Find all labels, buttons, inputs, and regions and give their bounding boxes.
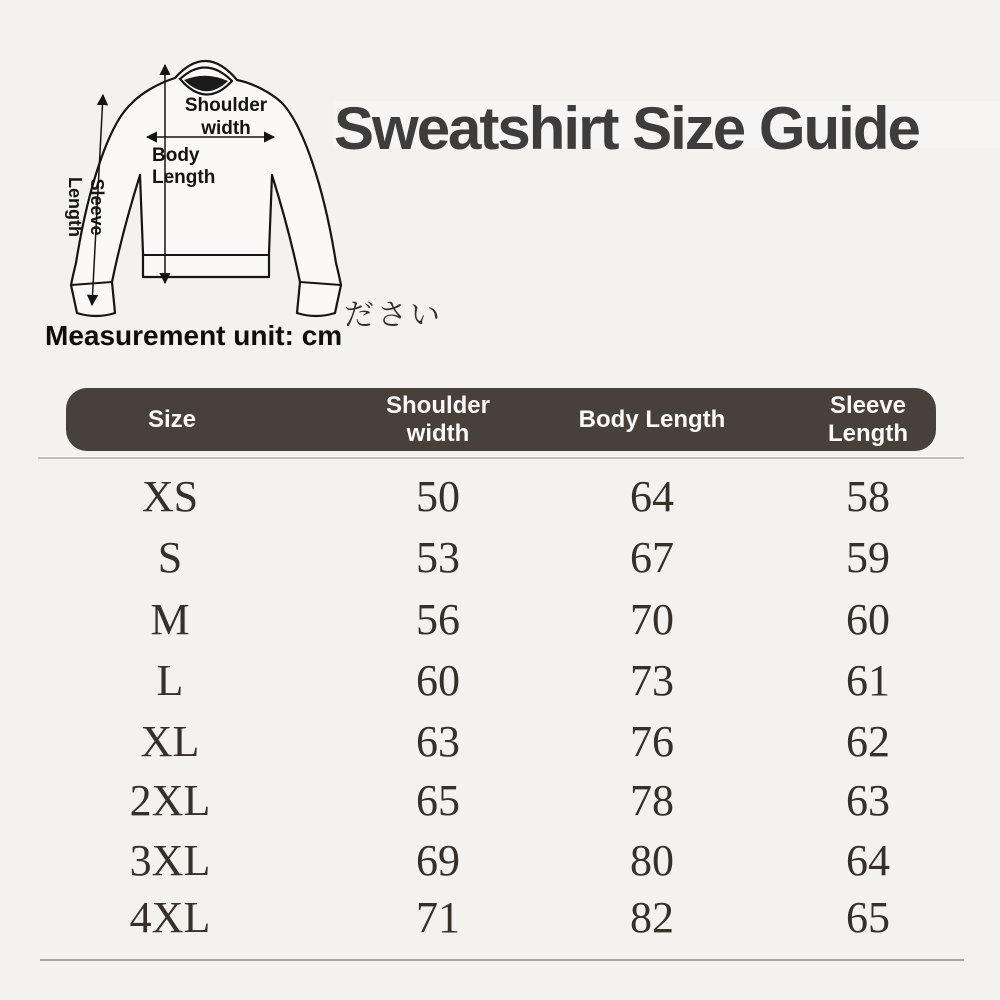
- table-row-xl: [0, 712, 1000, 772]
- header-body-length-label: Body Length: [578, 405, 726, 433]
- shoulder-cell: 63: [416, 717, 460, 766]
- body-cell: 67: [630, 533, 674, 582]
- shoulder-cell: 50: [416, 472, 460, 521]
- size-cell: XL: [140, 717, 200, 766]
- page-title: Sweatshirt Size Guide: [334, 95, 919, 162]
- header-divider-line: [38, 456, 964, 459]
- size-cell: M: [150, 595, 190, 644]
- table-row-s: [0, 528, 1000, 588]
- shoulder-cell: 71: [416, 893, 460, 942]
- size-cell: 4XL: [129, 893, 211, 942]
- header-body-length: [542, 388, 762, 451]
- shoulder-width-label-line2: width: [201, 118, 251, 139]
- table-row-l: [0, 651, 1000, 711]
- sleeve-cell: 64: [846, 836, 890, 885]
- measurement-unit-note: Measurement unit: cm: [45, 320, 343, 351]
- body-cell: 70: [630, 595, 674, 644]
- shoulder-cell: 60: [416, 656, 460, 705]
- header-size: [62, 388, 282, 451]
- table-row-xs: [0, 467, 1000, 527]
- shoulder-cell: 69: [416, 836, 460, 885]
- size-cell: 3XL: [129, 836, 211, 885]
- header-sleeve-length: [758, 388, 978, 451]
- body-length-label-line1: Body: [152, 145, 200, 166]
- shoulder-cell: 65: [416, 776, 460, 825]
- sleeve-length-label-line2: Length: [65, 177, 85, 237]
- header-shoulder-width-line2: width: [406, 419, 470, 447]
- body-length-label-line2: Length: [152, 167, 216, 188]
- size-cell: L: [156, 656, 184, 705]
- sleeve-cell: 60: [846, 595, 890, 644]
- sleeve-cell: 61: [846, 656, 890, 705]
- table-row-m: [0, 590, 1000, 650]
- sleeve-cell: 63: [846, 776, 890, 825]
- table-row-4xl: [0, 888, 1000, 948]
- table-row-3xl: [0, 831, 1000, 891]
- sleeve-length-label-line1: Sleeve: [87, 178, 107, 236]
- sleeve-cell: 65: [846, 893, 890, 942]
- body-cell: 76: [630, 717, 674, 766]
- header-shoulder-width: [328, 388, 548, 451]
- body-cell: 78: [630, 776, 674, 825]
- shoulder-width-label-line1: Shoulder: [184, 95, 268, 116]
- sleeve-cell: 59: [846, 533, 890, 582]
- body-length-label: [152, 145, 215, 189]
- shoulder-cell: 56: [416, 595, 460, 644]
- body-cell: 73: [630, 656, 674, 705]
- table-bottom-line: [40, 959, 964, 961]
- japanese-caption: ださい: [344, 298, 443, 333]
- body-cell: 80: [630, 836, 674, 885]
- size-cell: 2XL: [129, 776, 211, 825]
- header-shoulder-width-line1: Shoulder: [385, 391, 490, 419]
- sleeve-cell: 62: [846, 717, 890, 766]
- table-row-2xl: [0, 771, 1000, 831]
- header-size-label: Size: [147, 405, 197, 433]
- body-cell: 64: [630, 472, 674, 521]
- shoulder-cell: 53: [416, 533, 460, 582]
- shoulder-width-label: [151, 94, 301, 140]
- header-sleeve-length-line1: Sleeve: [829, 391, 907, 419]
- sleeve-cell: 58: [846, 472, 890, 521]
- size-cell: XS: [141, 472, 199, 521]
- body-cell: 82: [630, 893, 674, 942]
- sleeve-length-label: [44, 174, 108, 240]
- size-cell: S: [157, 533, 183, 582]
- header-sleeve-length-line2: Length: [828, 419, 908, 447]
